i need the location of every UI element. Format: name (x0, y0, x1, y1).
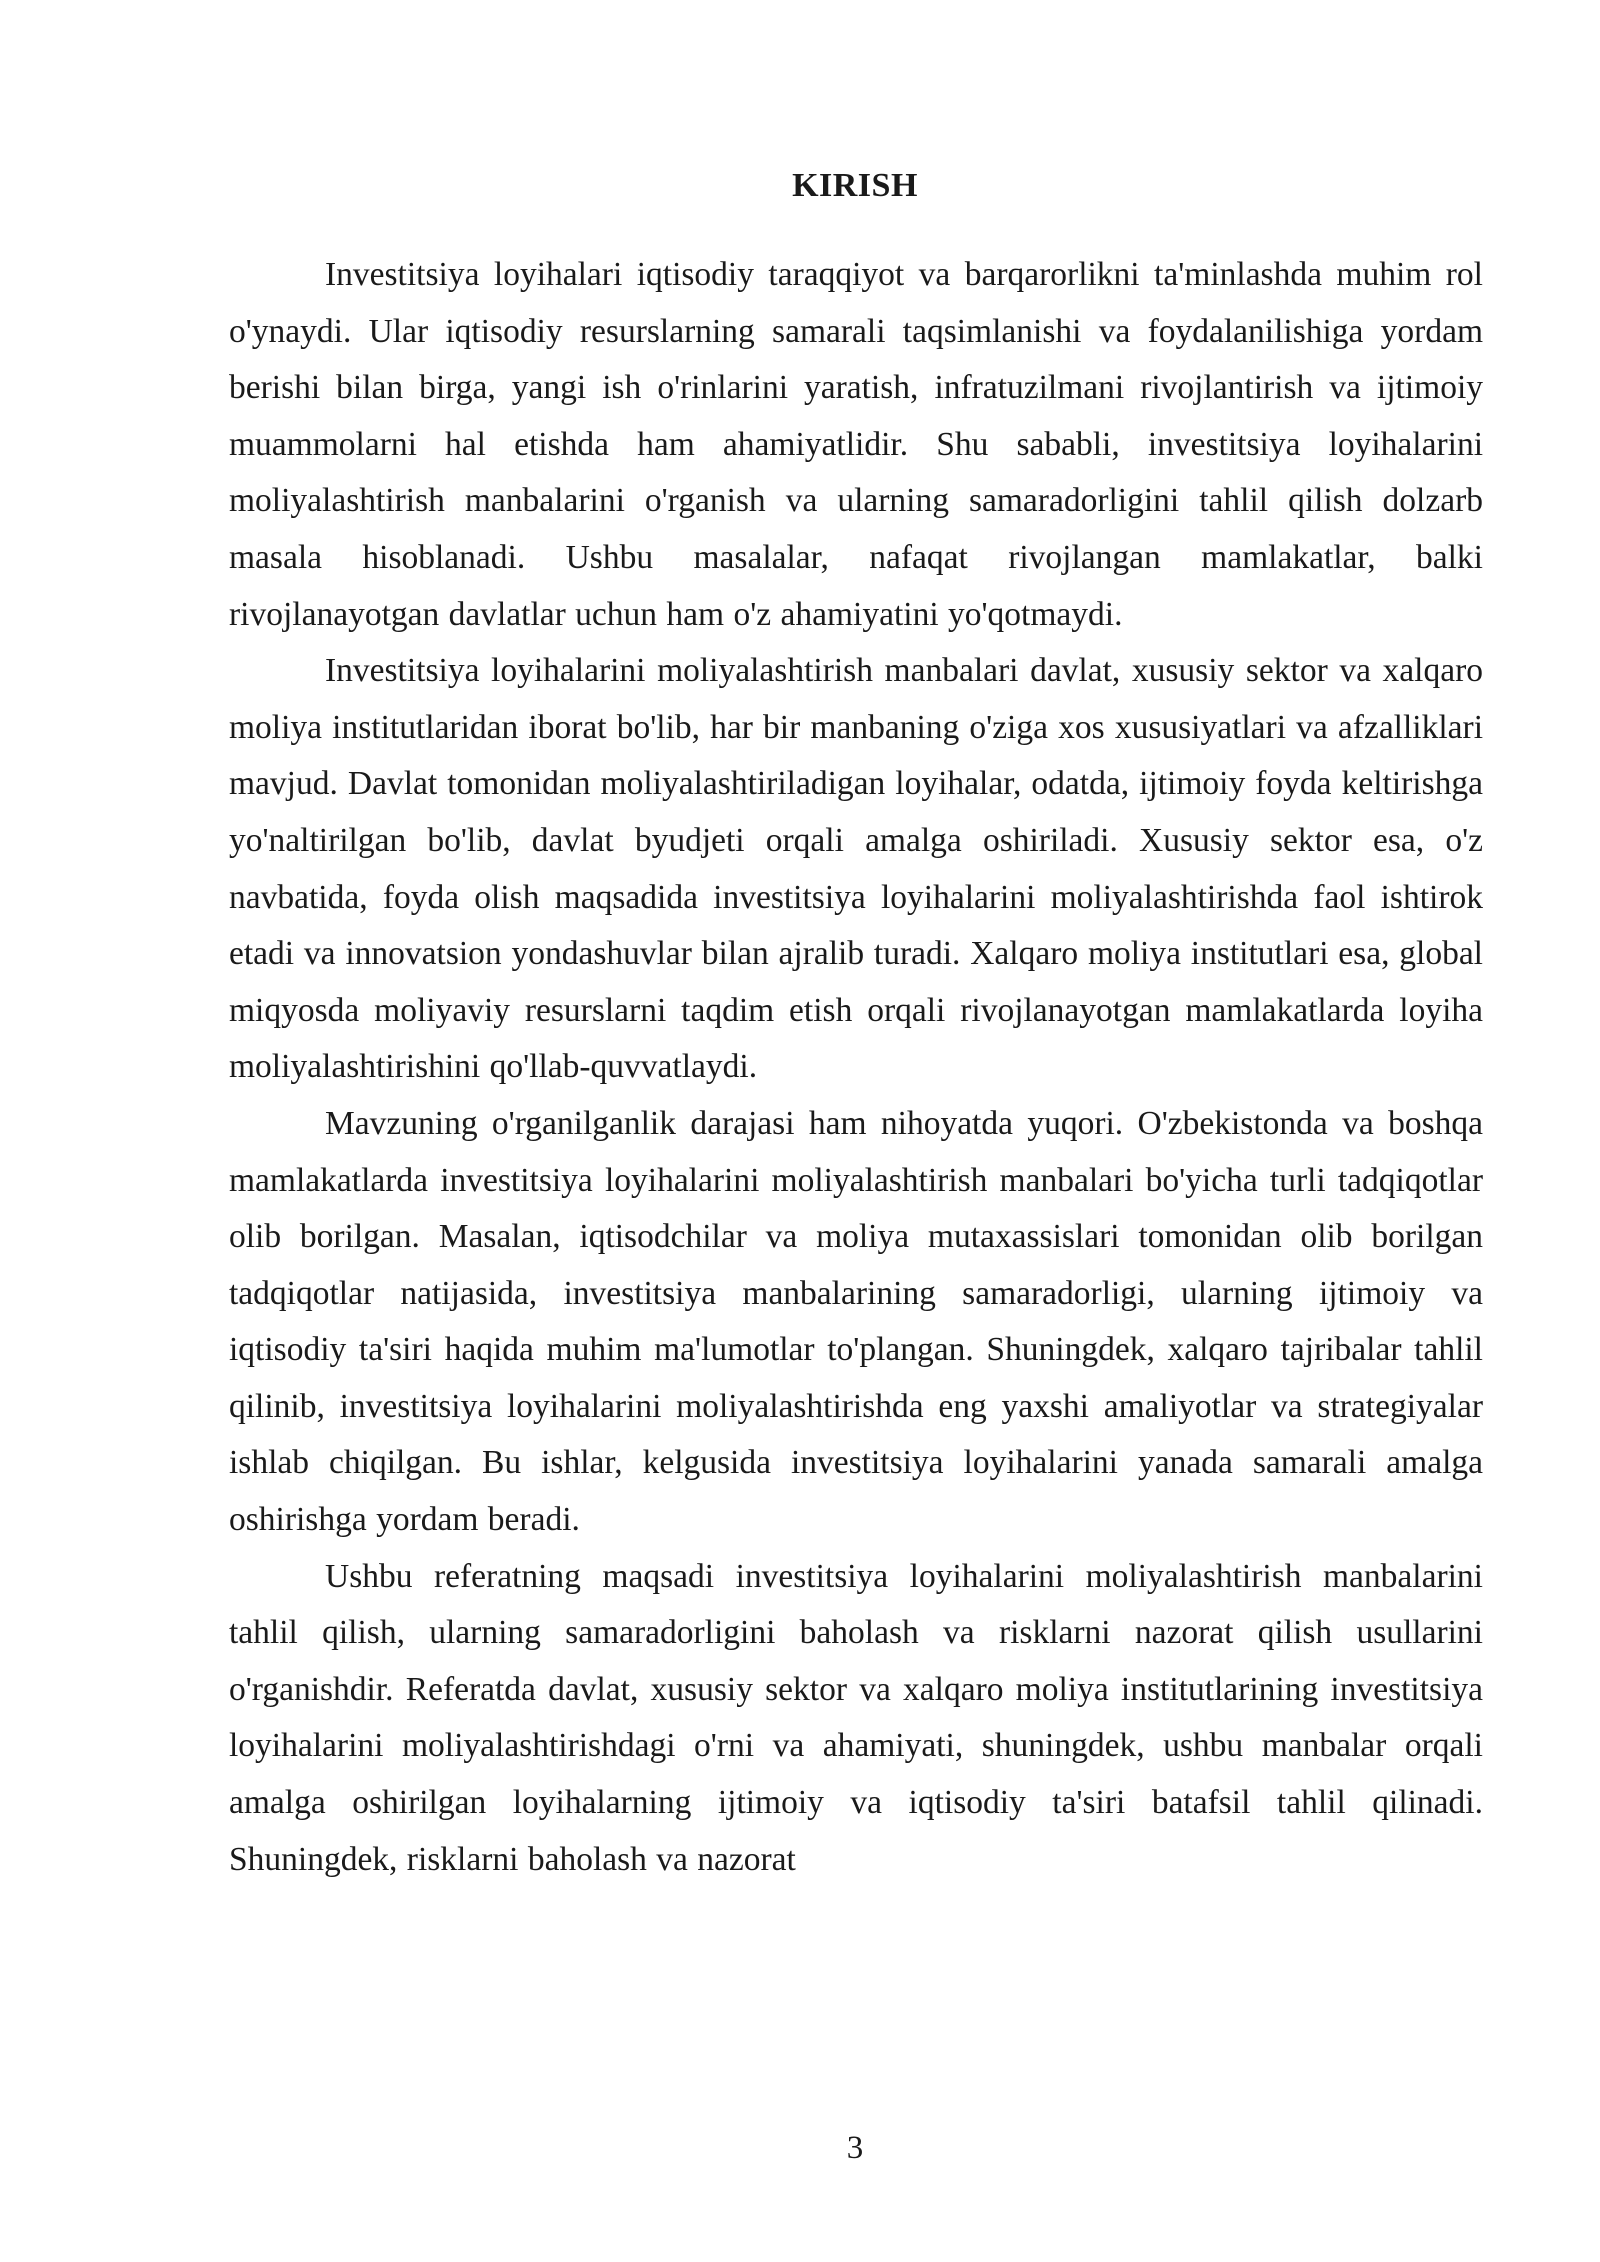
page-number: 3 (846, 2130, 864, 2166)
body-text (229, 247, 1483, 1888)
paragraph-1: Investitsiya loyihalari iqtisodiy taraqqiyot va barqarorlikni ta'minlashda muhim rol o'ynaydi. Ular iqtisodiy resurslarning samarali taqsimlanishi va foydalanilishiga yordam berishi bilan birga, yangi ish o'rinlarini yaratish, infratuzilmani rivojlantirish va ijtimoiy muammolarni hal etishda ham ahamiyatlidir. Shu sababli, investitsiya loyihalarini moliyalashtirish manbalarini o'rganish va ularning samaradorligini tahlil qilish dolzarb masala hisoblanadi. Ushbu masalalar, nafaqat rivojlangan mamlakatlar, balki rivojlanayotgan davlatlar uchun ham o'z ahamiyatini yo'qotmaydi. (229, 256, 1483, 633)
section-heading: KIRISH (792, 167, 918, 204)
paragraph-3: Mavzuning o'rganilganlik darajasi ham nihoyatda yuqori. O'zbekistonda va boshqa mamlakatlarda investitsiya loyihalarini moliyalashtirish manbalari bo'yicha turli tadqiqotlar olib borilgan. Masalan, iqtisodchilar va moliya mutaxassislari tomonidan olib borilgan tadqiqotlar natijasida, investitsiya manbalarining samaradorligi, ularning ijtimoiy va iqtisodiy ta'siri haqida muhim ma'lumotlar to'plangan. Shuningdek, xalqaro tajribalar tahlil qilinib, investitsiya loyihalarini moliyalashtirishda eng yaxshi amaliyotlar va strategiyalar ishlab chiqilgan. Bu ishlar, kelgusida investitsiya loyihalarini yanada samarali amalga oshirishga yordam beradi. (229, 1104, 1483, 1539)
paragraph-2: Investitsiya loyihalarini moliyalashtirish manbalari davlat, xususiy sektor va xalqaro moliya institutlaridan iborat bo'lib, har bir manbaning o'ziga xos xususiyatlari va afzalliklari mavjud. Davlat tomonidan moliyalashtiriladigan loyihalar, odatda, ijtimoiy foyda keltirishga yo'naltirilgan bo'lib, davlat byudjeti orqali amalga oshiriladi. Xususiy sektor esa, o'z navbatida, foyda olish maqsadida investitsiya loyihalarini moliyalashtirishda faol ishtirok etadi va innovatsion yondashuvlar bilan ajralib turadi. Xalqaro moliya institutlari esa, global miqyosda moliyaviy resurslarni taqdim etish orqali rivojlanayotgan mamlakatlarda loyiha moliyalashtirishini qo'llab-quvvatlaydi. (229, 652, 1483, 1086)
paragraph-4: Ushbu referatning maqsadi investitsiya loyihalarini moliyalashtirish manbalarini tahlil qilish, ularning samaradorligini baholash va risklarni nazorat qilish usullarini o'rganishdir. Referatda davlat, xususiy sektor va xalqaro moliya institutlarining investitsiya loyihalarini moliyalashtirishdagi o'rni va ahamiyati, shuningdek, ushbu manbalar orqali amalga oshirilgan loyihalarning ijtimoiy va iqtisodiy ta'siri batafsil tahlil qilinadi. Shuningdek, risklarni baholash va nazorat (229, 1557, 1483, 1878)
